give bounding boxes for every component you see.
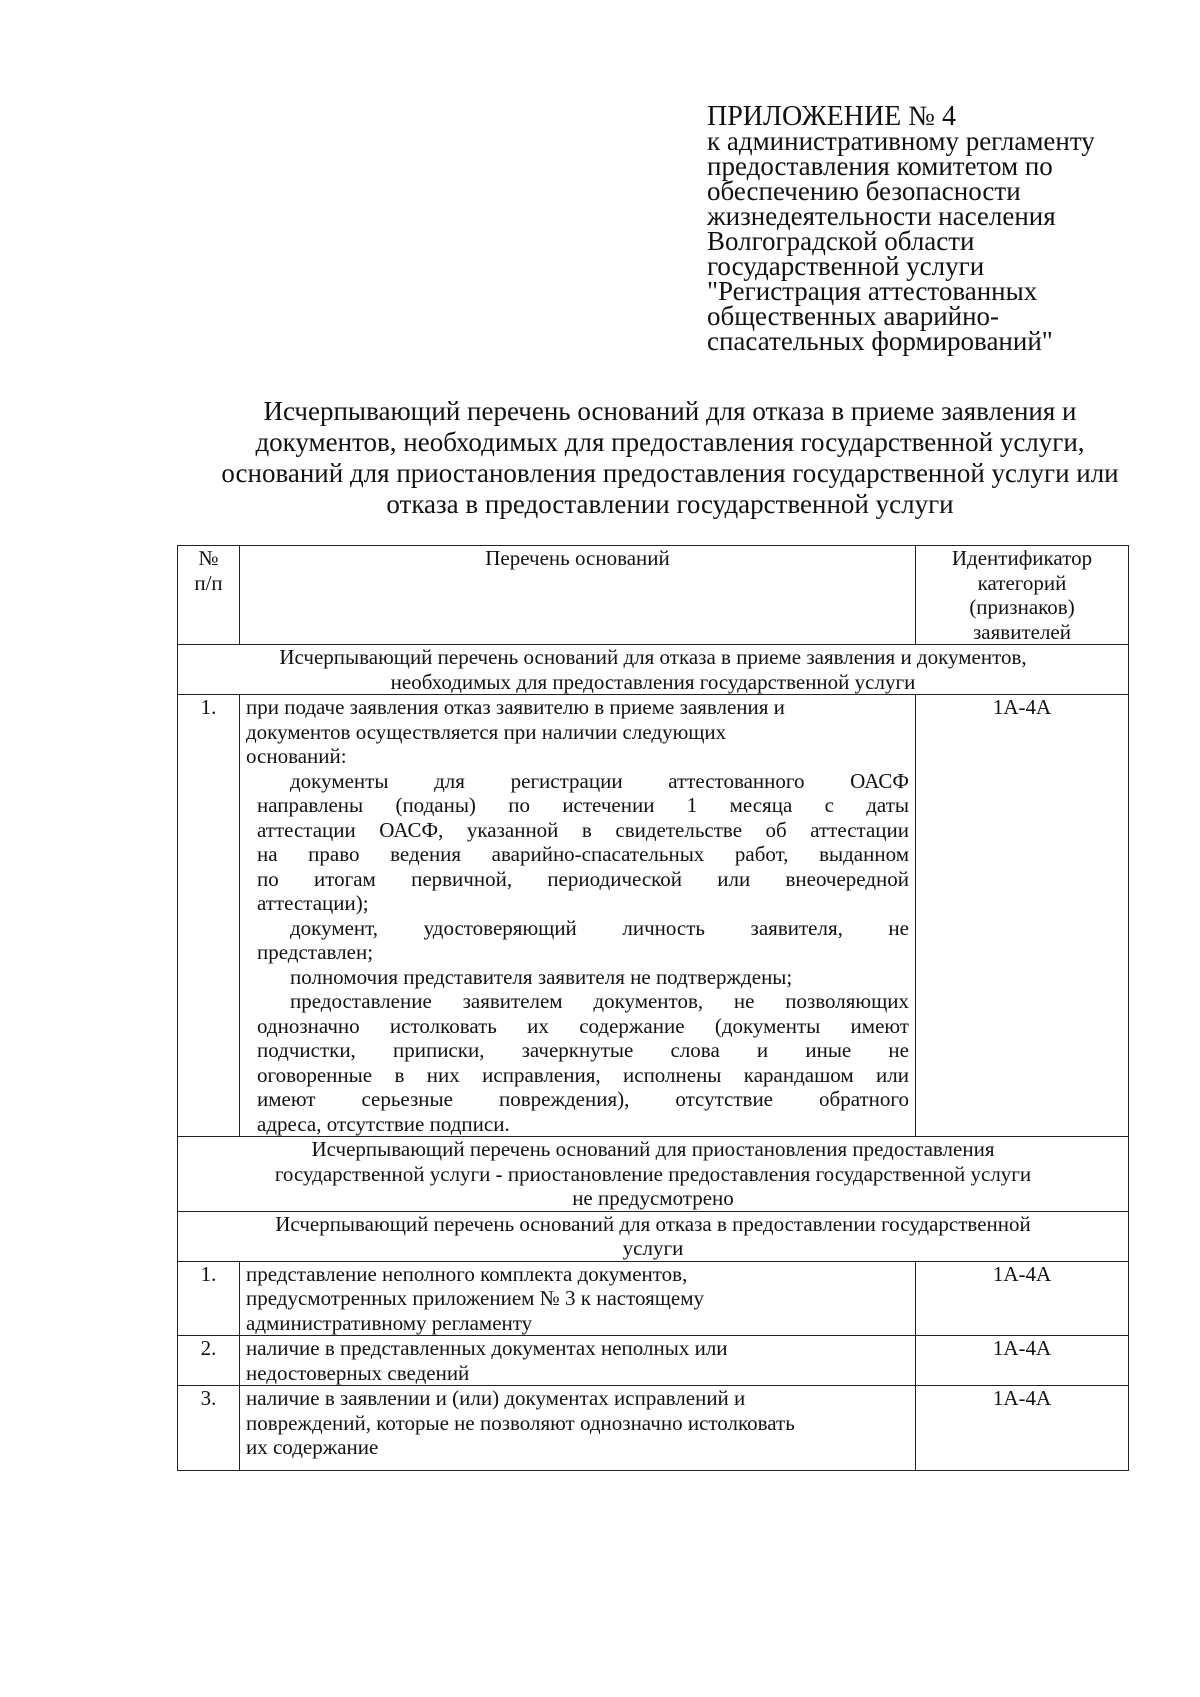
row-identifier: 1А-4А — [916, 695, 1129, 1137]
row-text-line: документы для регистрации аттестованного ОАСФ — [290, 768, 909, 793]
appendix-line: государственной услуги — [707, 251, 985, 281]
row-text-line: аттестации); — [257, 891, 369, 915]
row-text-line: предоставление заявителем документов, не позволяющих — [290, 989, 909, 1013]
row-identifier: 1А-4А — [916, 1336, 1129, 1386]
row-text-line: адреса, отсутствие подписи. — [257, 1111, 510, 1136]
appendix-line: обеспечению безопасности — [707, 176, 1021, 206]
row-text-line: аттестации ОАСФ, указанной в свидетельстве об аттестации — [257, 817, 909, 842]
row-text-line: документов осуществляется при наличии следующих — [246, 719, 727, 744]
row-text-line: полномочия представителя заявителя не подтверждены; — [290, 964, 793, 989]
row-text-line: оснований: — [246, 744, 347, 768]
grounds-table — [177, 545, 1129, 1471]
row-text-line: имеют серьезные повреждения), отсутствие обратного — [257, 1087, 909, 1111]
section2-title — [178, 1137, 1129, 1212]
section-title-line: не предусмотрено — [572, 1186, 734, 1210]
row-text-line: наличие в заявлении и (или) документах исправлений и — [246, 1386, 746, 1410]
row-text-line: по итогам первичной, периодической или внеочередной — [257, 866, 909, 891]
row-number: 2. — [178, 1336, 240, 1386]
row-grounds — [240, 695, 916, 1137]
row-text-line: представлен; — [257, 940, 374, 964]
table-row — [178, 695, 1129, 1137]
row-text-line: наличие в представленных документах неполных или — [246, 1336, 728, 1360]
section-title-line: Исчерпывающий перечень оснований для отказа в предоставлении государственной — [275, 1211, 1031, 1236]
section-title-line: государственной услуги - приостановление предоставления государственной услуги — [274, 1161, 1032, 1186]
row-text-line: недостоверных сведений — [246, 1360, 470, 1385]
row-text-line: представление неполного комплекта документов, — [246, 1261, 688, 1286]
section-title-line: услуги — [622, 1236, 684, 1260]
appendix-title: ПРИЛОЖЕНИЕ № 4 — [707, 101, 956, 132]
appendix-line: спасательных формирований" — [707, 326, 1053, 356]
section-title-line: Исчерпывающий перечень оснований для отказа в приеме заявления и документов, — [279, 645, 1027, 669]
row-text-line: на право ведения аварийно-спасательных работ, выданном — [257, 842, 909, 866]
section-row — [178, 1137, 1129, 1212]
row-text-line: административному регламенту — [246, 1310, 533, 1335]
appendix-line: жизнедеятельности населения — [707, 201, 1056, 231]
header-identifier-line: Идентификатор — [951, 546, 1093, 570]
row-identifier: 1А-4А — [916, 1261, 1129, 1336]
table-row — [178, 1336, 1129, 1386]
section1-title — [178, 645, 1129, 695]
table-row — [178, 1261, 1129, 1336]
row-text-line: однозначно истолковать их содержание (документы имеют — [257, 1013, 909, 1038]
row-number: 1. — [178, 695, 240, 1137]
row-number: 1. — [178, 1261, 240, 1336]
header-identifier — [916, 546, 1129, 645]
appendix-line: предоставления комитетом по — [707, 151, 1053, 181]
section-row — [178, 645, 1129, 695]
heading-line: Исчерпывающий перечень оснований для отказа в приеме заявления и — [263, 396, 1077, 426]
row-text-line: при подаче заявления отказ заявителю в приеме заявления и — [246, 695, 785, 719]
header-identifier-line: заявителей — [973, 619, 1071, 644]
header-num-line: № — [198, 546, 219, 570]
header-num — [178, 546, 240, 645]
header-identifier-line: (признаков) — [969, 595, 1075, 619]
appendix-line: к административному регламенту — [707, 126, 1095, 156]
header-num-line: п/п — [194, 570, 223, 595]
row-text-line: их содержание — [246, 1435, 379, 1459]
section-row — [178, 1211, 1129, 1261]
appendix-line: Волгоградской области — [707, 226, 975, 256]
appendix-block — [707, 101, 1177, 356]
header-grounds: Перечень оснований — [240, 546, 916, 645]
table-header-row — [178, 546, 1129, 645]
row-text-line: документ, удостоверяющий личность заявителя, не — [290, 915, 909, 940]
document-heading — [170, 396, 1170, 520]
header-identifier-line: категорий — [977, 570, 1067, 595]
row-text-line: направлены (поданы) по истечении 1 месяца с даты — [257, 793, 909, 817]
row-text-line: предусмотренных приложением № 3 к настоящему — [246, 1286, 705, 1310]
row-text-line: подчистки, приписки, зачеркнутые слова и иные не — [257, 1038, 909, 1062]
section-title-line: необходимых для предоставления государственной услуги — [390, 669, 916, 694]
appendix-line: общественных аварийно- — [707, 301, 1000, 331]
heading-line: отказа в предоставлении государственной услуги — [386, 489, 954, 519]
row-text-line: оговоренные в них исправления, исполнены карандашом или — [257, 1062, 909, 1087]
table-row — [178, 1386, 1129, 1471]
row-grounds — [240, 1336, 916, 1386]
appendix-line: "Регистрация аттестованных — [707, 276, 1038, 306]
section-title-line: Исчерпывающий перечень оснований для приостановления предоставления — [311, 1137, 995, 1161]
row-grounds — [240, 1386, 916, 1471]
row-grounds — [240, 1261, 916, 1336]
row-number: 3. — [178, 1386, 240, 1471]
heading-line: документов, необходимых для предоставления государственной услуги, — [255, 427, 1085, 457]
row-identifier: 1А-4А — [916, 1386, 1129, 1471]
heading-line: оснований для приостановления предоставления государственной услуги или — [221, 458, 1119, 488]
row-text-line: повреждений, которые не позволяют однозначно истолковать — [246, 1410, 795, 1435]
section3-title — [178, 1211, 1129, 1261]
